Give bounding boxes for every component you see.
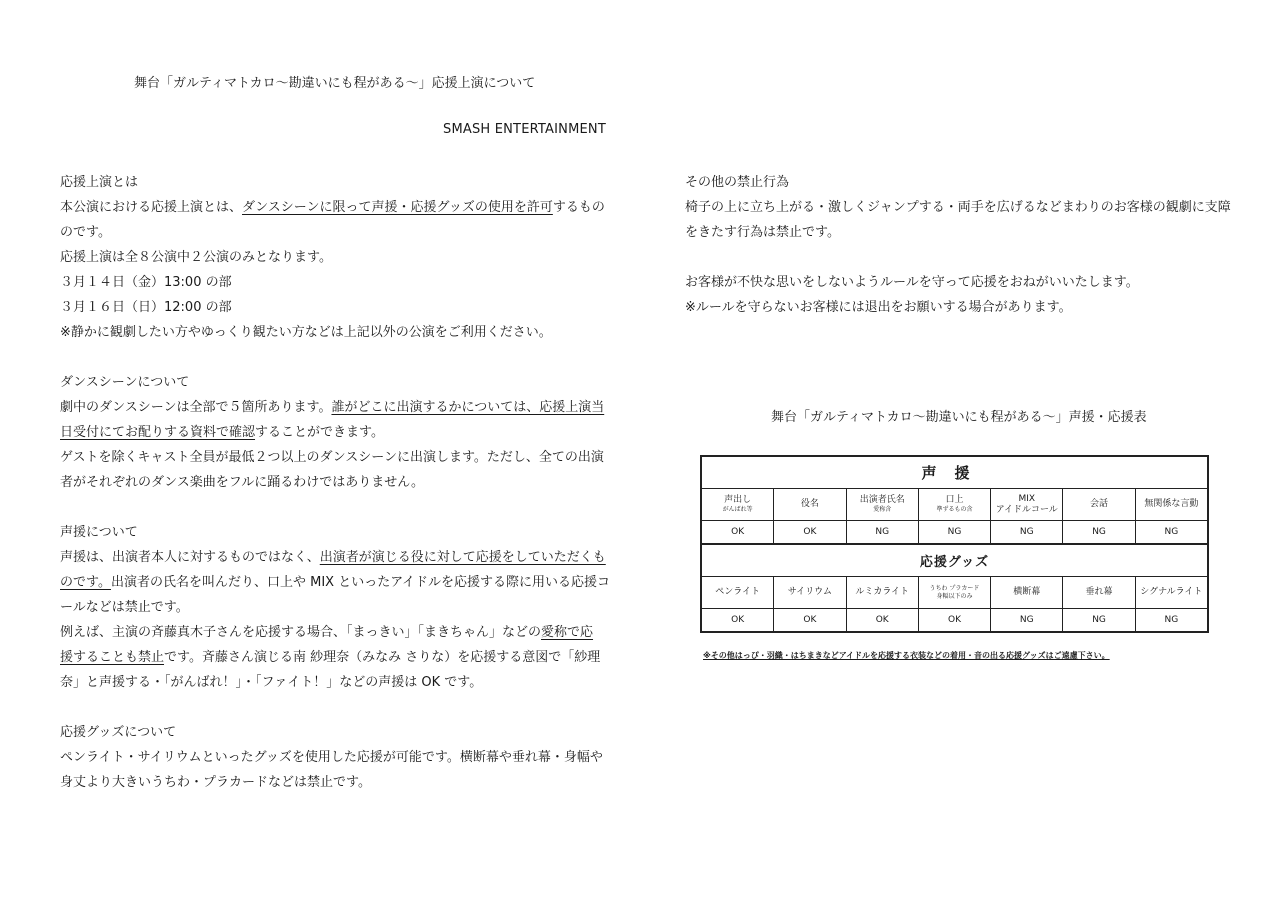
table-cell: OK — [702, 609, 774, 631]
right-column — [685, 170, 1230, 320]
cheer-header: 声援 — [702, 457, 1207, 489]
section-title-other: その他の禁止行為 — [685, 175, 790, 190]
dance-line-3: ゲストを除くキャスト全員が最低２つ以上のダンスシーンに出演します。ただし、全ての出演 — [60, 450, 604, 465]
table-cell: OK — [702, 521, 774, 543]
dance-line-1: 劇中のダンスシーンは全部で５箇所あります。誰がどこに出演するかについては、応援上演当 — [60, 400, 605, 415]
cheer-underline-2: のです。 — [60, 575, 111, 590]
table-cell: 横断幕 — [991, 577, 1063, 608]
cheer-value-row — [702, 521, 1207, 545]
other-line-3: お客様が不快な思いをしないようルールを守って応援をおねがいいたします。 — [685, 275, 1139, 290]
table-footnote: ※その他はっぴ・羽織・はちまきなどアイドルを応援する衣装などの着用・音の出る応援グッズはご遠慮下さい。 — [703, 651, 1110, 660]
table-cell: NG — [919, 521, 991, 543]
table-cell: 無関係な言動 — [1144, 499, 1199, 509]
table-cell: NG — [1063, 609, 1135, 631]
goods-line-2: 身丈より大きいうちわ・プラカードなどは禁止です。 — [60, 775, 371, 790]
table-cell: ルミカライト — [847, 577, 919, 608]
table-cell: サイリウム — [774, 577, 846, 608]
table-cell: NG — [991, 521, 1063, 543]
about-line-2: のです。 — [60, 225, 111, 240]
cheer-line-3: ールなどは禁止です。 — [60, 600, 189, 615]
cheer-line-6: 奈」と声援する・「がんばれ！」・「ファイト！」などの声援は OK です。 — [60, 675, 483, 690]
table-cell: NG — [991, 609, 1063, 631]
about-line-4: ３月１４日（金）13:00 の部 — [60, 275, 232, 290]
organization-name: SMASH ENTERTAINMENT — [443, 122, 606, 137]
table-cell: NG — [1164, 526, 1179, 537]
cheer-line-5: 援することも禁止です。斉藤さん演じる南 紗理奈（みなみ さりな）を応援する意図で「紗理 — [60, 650, 601, 665]
about-line-5: ３月１６日（日）12:00 の部 — [60, 300, 232, 315]
table-cell: 会話 — [1063, 489, 1135, 520]
cheer-line-4: 例えば、主演の斉藤真木子さんを応援する場合、「まっきい」「まきちゃん」などの愛称で応 — [60, 625, 594, 640]
section-title-goods: 応援グッズについて — [60, 725, 177, 740]
chart-title: 舞台「ガルティマトカロ～勘違いにも程がある～」声援・応援表 — [771, 410, 1147, 425]
section-title-dance: ダンスシーンについて — [60, 375, 190, 390]
table-cell: 声出し がんばれ等 — [702, 489, 774, 520]
dance-underline-2: 日受付にてお配りする資料で確認 — [60, 425, 256, 440]
cheer-underline-3: 愛称で応 — [541, 625, 594, 640]
table-cell: 口上 準ずるもの含 — [919, 489, 991, 520]
other-line-4: ※ルールを守らないお客様には退出をお願いする場合があります。 — [685, 300, 1072, 315]
table-cell: うちわ プラカード 身幅以下のみ — [919, 577, 991, 608]
table-cell: NG — [847, 521, 919, 543]
about-line-3: 応援上演は全８公演中２公演のみとなります。 — [60, 250, 332, 265]
table-cell: OK — [774, 609, 846, 631]
cheer-line-2: のです。出演者の氏名を叫んだり、口上や MIX といったアイドルを応援する際に用いる応援コ — [60, 575, 611, 590]
goods-value-row — [702, 609, 1207, 631]
page-title: 舞台「ガルティマトカロ～勘違いにも程がある～」応援上演について — [134, 76, 536, 91]
about-line-1: 本公演における応援上演とは、ダンスシーンに限って声援・応援グッズの使用を許可するもの — [60, 200, 605, 215]
dance-underline-1: 誰がどこに出演するかについては、応援上演当 — [331, 400, 605, 415]
about-line-6: ※静かに観劇したい方やゆっくり観たい方などは上記以外の公演をご利用ください。 — [60, 325, 552, 340]
cheer-label-row — [702, 489, 1207, 521]
table-cell: NG — [1063, 521, 1135, 543]
goods-header: 応援グッズ — [702, 545, 1207, 577]
cheer-underline-4: 援することも禁止 — [60, 650, 165, 665]
about-underline-1: ダンスシーンに限って声援・応援グッズの使用を許可 — [242, 200, 553, 215]
table-cell: 出演者氏名 愛称含 — [847, 489, 919, 520]
other-line-1: 椅子の上に立ち上がる・激しくジャンプする・両手を広げるなどまわりのお客様の観劇に支障 — [685, 200, 1231, 215]
dance-line-2: 日受付にてお配りする資料で確認することができます。 — [60, 425, 384, 440]
dance-line-4: 者がそれぞれのダンス楽曲をフルに踊るわけではありません。 — [60, 475, 425, 490]
cheer-goods-table — [700, 455, 1209, 633]
table-cell: 垂れ幕 — [1063, 577, 1135, 608]
section-title-about: 応援上演とは — [60, 175, 139, 190]
table-cell: NG — [1164, 614, 1179, 625]
cheer-underline-1: 出演者が演じる役に対して応援をしていただくも — [319, 550, 606, 565]
table-cell: シグナルライト — [1140, 587, 1203, 597]
table-cell: 役名 — [774, 489, 846, 520]
goods-line-1: ペンライト・サイリウムといったグッズを使用した応援が可能です。横断幕や垂れ幕・身幅や — [60, 750, 603, 765]
table-cell: ペンライト — [702, 577, 774, 608]
other-line-2: をきたす行為は禁止です。 — [685, 225, 840, 240]
section-title-cheer: 声援について — [60, 525, 138, 540]
left-column — [60, 170, 611, 795]
table-cell: OK — [847, 609, 919, 631]
cheer-line-1: 声援は、出演者本人に対するものではなく、出演者が演じる役に対して応援をしていただくも — [60, 550, 606, 565]
table-cell: MIX アイドルコール — [991, 489, 1063, 520]
table-cell: OK — [919, 609, 991, 631]
goods-label-row — [702, 577, 1207, 609]
table-cell: OK — [774, 521, 846, 543]
